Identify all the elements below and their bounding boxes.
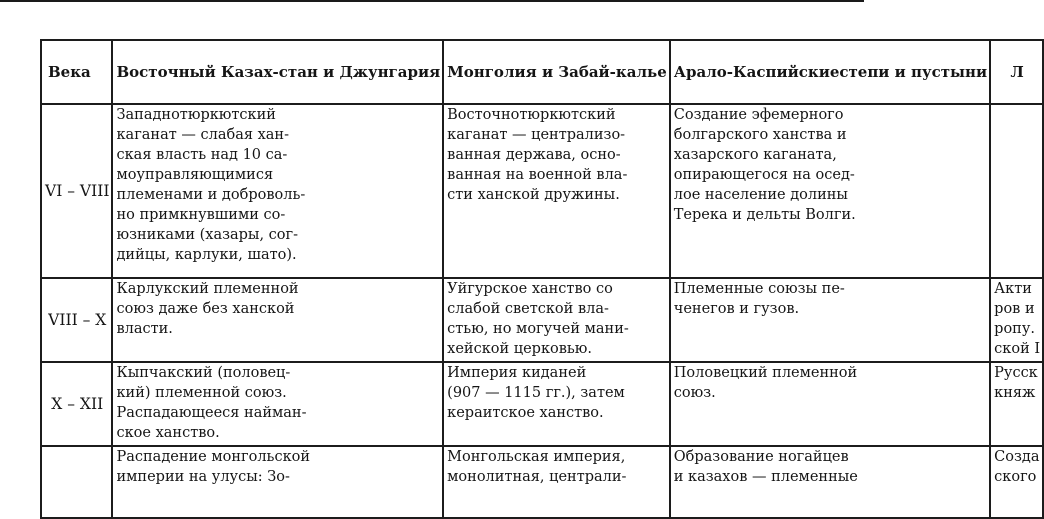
cell-line: Монгольская империя, xyxy=(447,449,626,465)
header-line: степи и пустыни xyxy=(839,62,988,81)
header-row xyxy=(41,40,1043,104)
region-column-header xyxy=(670,40,990,104)
region-cell xyxy=(443,362,670,446)
cell-line: кераитское ханство. xyxy=(447,405,604,421)
cell-line: опирающегося на осед- xyxy=(673,167,855,183)
cell-line: ченегов и гузов. xyxy=(673,301,800,317)
cell-line: ропу. xyxy=(994,321,1035,337)
header-line: калье xyxy=(615,62,667,81)
region-cell xyxy=(990,446,1043,518)
table-row xyxy=(41,362,1043,446)
cell-line: Распадение монгольской xyxy=(116,449,311,465)
cell-line: Племенные союзы пе- xyxy=(673,281,845,297)
cell-line: Созда xyxy=(994,449,1040,465)
table-body xyxy=(41,104,1043,518)
header-line: Восточный Казах- xyxy=(116,62,279,81)
cell-line: Кыпчакский (половец- xyxy=(116,365,291,381)
cell-line: и казахов — племенные xyxy=(673,469,858,485)
cell-line: империи на улусы: Зо- xyxy=(116,469,290,485)
century-column-header xyxy=(41,40,112,104)
cell-line: Акти xyxy=(994,281,1032,297)
region-column-header xyxy=(443,40,670,104)
table-row xyxy=(41,278,1043,362)
cell-line: ров и xyxy=(994,301,1035,317)
region-cell xyxy=(443,446,670,518)
cell-line: ская власть над 10 са- xyxy=(116,147,288,163)
top-rule xyxy=(0,0,864,2)
cell-line: ское ханство. xyxy=(116,425,220,441)
region-column-header xyxy=(990,40,1043,104)
cell-line: Русск xyxy=(994,365,1038,381)
cell-line: Терека и дельты Волги. xyxy=(673,207,856,223)
cell-line: ванная на военной вла- xyxy=(447,167,628,183)
cell-line: юзниками (хазары, сог- xyxy=(116,227,299,243)
cell-line: союз даже без ханской xyxy=(116,301,295,317)
cell-line: сти ханской дружины. xyxy=(447,187,620,203)
cell-line: Карлукский племенной xyxy=(116,281,299,297)
cell-line: Распадающееся найман- xyxy=(116,405,307,421)
century-cell: X – XII xyxy=(41,362,112,446)
cell-line: кий) племенной союз. xyxy=(116,385,287,401)
region-cell xyxy=(112,278,443,362)
cell-line: болгарского ханства и xyxy=(673,127,847,143)
cell-line: монолитная, централи- xyxy=(447,469,627,485)
region-cell xyxy=(112,104,443,278)
region-cell xyxy=(670,446,990,518)
cell-line: Западнотюркютский xyxy=(116,107,276,123)
cell-line: княж xyxy=(994,385,1036,401)
region-cell xyxy=(670,362,990,446)
cell-line: каганат — централизо- xyxy=(447,127,626,143)
region-cell xyxy=(112,362,443,446)
header-line: Монголия и Забай- xyxy=(447,62,616,81)
cell-line: но примкнувшими со- xyxy=(116,207,286,223)
table-row xyxy=(41,104,1043,278)
table-row xyxy=(41,446,1043,518)
region-cell xyxy=(990,104,1043,278)
cell-line: дийцы, карлуки, шато). xyxy=(116,247,297,263)
cell-line: Уйгурское ханство со xyxy=(447,281,613,297)
region-cell xyxy=(443,104,670,278)
header-line: Арало-Каспийские xyxy=(673,62,840,81)
history-table xyxy=(40,39,1044,519)
region-cell xyxy=(670,278,990,362)
cell-line: (907 — 1115 гг.), затем xyxy=(447,385,625,401)
cell-line: моуправляющимися xyxy=(116,167,274,183)
century-cell xyxy=(41,446,112,518)
region-cell xyxy=(990,362,1043,446)
century-cell: VIII – X xyxy=(41,278,112,362)
century-cell: VI – VIII xyxy=(41,104,112,278)
cell-line: хейской церковью. xyxy=(447,341,593,357)
cell-line: стью, но могучей мани- xyxy=(447,321,629,337)
cell-line: Восточнотюркютский xyxy=(447,107,616,123)
header-line: Л xyxy=(1010,62,1024,81)
cell-line: Образование ногайцев xyxy=(673,449,849,465)
cell-line: ской I xyxy=(994,341,1041,357)
header-line: стан и Джунгария xyxy=(278,62,441,81)
cell-line: лое население долины xyxy=(673,187,848,203)
cell-line: хазарского каганата, xyxy=(673,147,837,163)
region-column-header xyxy=(112,40,443,104)
cell-line: власти. xyxy=(116,321,173,337)
cell-line: союз. xyxy=(673,385,716,401)
cell-line: Создание эфемерного xyxy=(673,107,844,123)
region-cell xyxy=(670,104,990,278)
cell-line: каганат — слабая хан- xyxy=(116,127,289,143)
cell-line: слабой светской вла- xyxy=(447,301,609,317)
region-cell xyxy=(990,278,1043,362)
cell-line: ванная держава, осно- xyxy=(447,147,621,163)
cell-line: Половецкий племенной xyxy=(673,365,858,381)
region-cell xyxy=(443,278,670,362)
cell-line: племенами и доброволь- xyxy=(116,187,306,203)
cell-line: Империя киданей xyxy=(447,365,587,381)
region-cell xyxy=(112,446,443,518)
header-line: Века xyxy=(48,62,91,81)
cell-line: ского xyxy=(994,469,1037,485)
